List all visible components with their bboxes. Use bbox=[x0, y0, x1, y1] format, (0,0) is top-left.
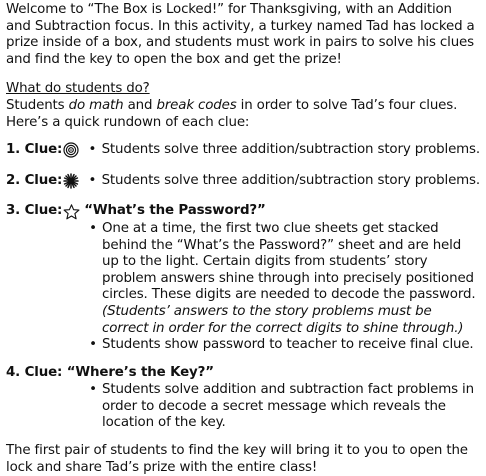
list-bullet: • bbox=[89, 382, 97, 398]
clue-3-details bbox=[87, 221, 480, 354]
clue-4 bbox=[6, 365, 480, 382]
star-outline-icon bbox=[63, 204, 79, 220]
list-item bbox=[87, 382, 480, 432]
rundown-emphasis-codes: break codes bbox=[156, 97, 237, 113]
clue-3-label: 3. Clue: bbox=[6, 203, 63, 219]
clue-1-label: 1. Clue: bbox=[6, 142, 63, 158]
list-item bbox=[87, 304, 480, 337]
rundown-emphasis-math: do math bbox=[68, 97, 124, 113]
clue-2-label: 2. Clue: bbox=[6, 172, 63, 188]
clue-3-title: “What’s the Password?” bbox=[84, 203, 266, 219]
list-bullet: • bbox=[89, 220, 97, 236]
rundown-prefix: Students bbox=[6, 97, 69, 113]
clue-3 bbox=[6, 203, 480, 220]
clue-2-text: Students solve three addition/subtraction story problems. bbox=[101, 172, 480, 188]
clue-4-details bbox=[87, 382, 480, 432]
clue-1-bullet: • bbox=[88, 142, 97, 158]
list-item bbox=[87, 337, 480, 354]
clue-2 bbox=[6, 173, 480, 190]
clue-2-bullet: • bbox=[88, 172, 97, 188]
closing-paragraph: The first pair of students to find the key will bring it to you to open the lock and share Tad’s prize with the entire class! bbox=[6, 443, 468, 475]
intro-paragraph: Welcome to “The Box is Locked!” for Thanksgiving, with an Addition and Subtraction focus. In this activity, a turkey named Tad has locked a prize inside of a box, and students must work in pairs to solve his clues and find the key to open the box and get the prize! bbox=[6, 2, 475, 67]
clue-1-text: Students solve three addition/subtraction story problems. bbox=[101, 142, 480, 158]
clue-1 bbox=[6, 142, 480, 159]
list-bullet: • bbox=[89, 337, 97, 353]
clue-3-item-1: One at a time, the first two clue sheets get stacked behind the “What’s the Password?” sheet and are held up to the light. Certain digits from students’ story problem answers shine through into precisely positioned circles. These digits are needed to decode the password. bbox=[102, 220, 476, 303]
clue-4-label: 4. Clue: “Where’s the Key?” bbox=[6, 364, 214, 380]
section-heading: What do students do? bbox=[6, 81, 150, 97]
clue-4-item-1: Students solve addition and subtraction fact problems in order to decode a secret message which reveals the location of the key. bbox=[102, 382, 474, 431]
rundown-mid: and bbox=[123, 97, 157, 113]
clue-3-note: (Students’ answers to the story problems must be correct in order for the correct digits to shine through.) bbox=[102, 303, 464, 336]
rundown-paragraph bbox=[6, 98, 480, 131]
starburst-icon bbox=[63, 173, 79, 189]
clue-3-item-3: Students show password to teacher to receive final clue. bbox=[102, 337, 474, 353]
list-item bbox=[87, 221, 480, 304]
spiral-icon bbox=[63, 142, 79, 158]
rundown-suffix: in order to solve Tad’s four clues. Here’s a quick rundown of each clue: bbox=[6, 97, 458, 130]
